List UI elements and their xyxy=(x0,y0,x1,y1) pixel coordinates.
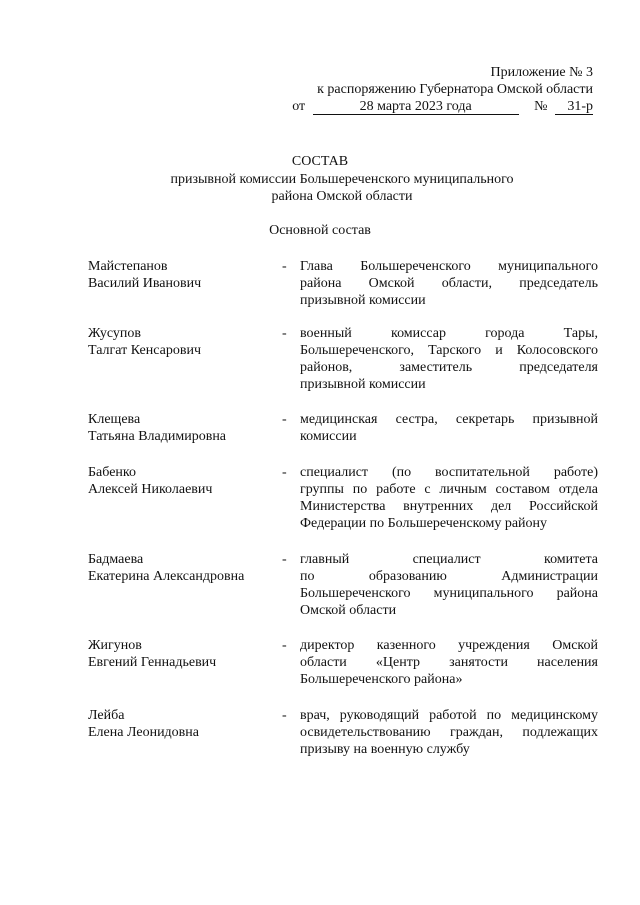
document-title: СОСТАВ xyxy=(291,154,349,169)
appendix-reference: к распоряжению Губернатора Омской области xyxy=(317,82,593,97)
member-role-line: врач, руководящий работой по медицинскому xyxy=(300,708,598,723)
member-surname: Жигунов xyxy=(88,638,142,653)
member-dash: - xyxy=(282,412,287,427)
member-role-line: директор казенного учреждения Омской xyxy=(300,638,598,653)
document-subtitle-line2: района Омской области xyxy=(271,189,413,204)
member-role-line: комиссии xyxy=(300,429,357,444)
member-given-names: Екатерина Александровна xyxy=(88,569,245,584)
member-role-line: районов, заместитель председателя xyxy=(300,360,598,375)
member-given-names: Талгат Кенсарович xyxy=(88,343,201,358)
member-role-line: района Омской области, председатель xyxy=(300,276,598,291)
member-role-line: Федерации по Большереченскому району xyxy=(300,516,548,531)
member-role-line: призыву на военную службу xyxy=(300,742,470,757)
number-label: № xyxy=(534,99,548,114)
member-name xyxy=(88,411,278,445)
member-role-line: Большереченского муниципального района xyxy=(300,586,598,601)
document-subtitle-line1: призывной комиссии Большереченского муниципального xyxy=(170,172,514,187)
member-name xyxy=(88,325,278,359)
member-dash: - xyxy=(282,638,287,653)
member-name xyxy=(88,707,278,741)
member-surname: Бадмаева xyxy=(88,552,144,567)
appendix-date-line xyxy=(292,98,593,115)
member-surname: Жусупов xyxy=(88,326,141,341)
member-role-line: призывной комиссии xyxy=(300,293,426,308)
member-role xyxy=(300,637,598,688)
member-role-line: Министерства внутренних дел Российской xyxy=(300,499,598,514)
member-role xyxy=(300,258,598,309)
member-surname: Клещева xyxy=(88,412,141,427)
section-heading: Основной состав xyxy=(269,223,371,238)
member-role-line: Большереченского района» xyxy=(300,672,463,687)
member-role-line: освидетельствованию граждан, подлежащих xyxy=(300,725,598,740)
member-dash: - xyxy=(282,259,287,274)
member-dash: - xyxy=(282,326,287,341)
member-name xyxy=(88,637,278,671)
member-role-line: главный специалист комитета xyxy=(300,552,598,567)
member-surname: Лейба xyxy=(88,708,125,723)
order-date: 28 марта 2023 года xyxy=(313,99,519,115)
member-role-line: Большереченского, Тарского и Колосовского xyxy=(300,343,598,358)
member-role-line: Омской области xyxy=(300,603,397,618)
member-dash: - xyxy=(282,708,287,723)
order-number: 31-р xyxy=(555,99,593,115)
member-dash: - xyxy=(282,552,287,567)
member-given-names: Елена Леонидовна xyxy=(88,725,199,740)
member-name xyxy=(88,551,278,585)
member-role xyxy=(300,707,598,758)
member-surname: Бабенко xyxy=(88,465,136,480)
member-surname: Майстепанов xyxy=(88,259,168,274)
member-given-names: Евгений Геннадьевич xyxy=(88,655,217,670)
member-role-line: по образованию Администрации xyxy=(300,569,598,584)
member-role-line: области «Центр занятости населения xyxy=(300,655,598,670)
member-role-line: Глава Большереченского муниципального xyxy=(300,259,598,274)
member-role-line: медицинская сестра, секретарь призывной xyxy=(300,412,598,427)
member-given-names: Василий Иванович xyxy=(88,276,202,291)
member-role-line: группы по работе с личным составом отдела xyxy=(300,482,598,497)
member-name xyxy=(88,258,278,292)
member-name xyxy=(88,464,278,498)
member-given-names: Алексей Николаевич xyxy=(88,482,213,497)
appendix-number: Приложение № 3 xyxy=(490,65,593,80)
from-label: от xyxy=(292,99,306,114)
member-role xyxy=(300,551,598,619)
member-role-line: призывной комиссии xyxy=(300,377,426,392)
member-role xyxy=(300,325,598,393)
member-role xyxy=(300,464,598,532)
member-given-names: Татьяна Владимировна xyxy=(88,429,227,444)
member-dash: - xyxy=(282,465,287,480)
member-role-line: военный комиссар города Тары, xyxy=(300,326,598,341)
member-role xyxy=(300,411,598,445)
member-role-line: специалист (по воспитательной работе) xyxy=(300,465,598,480)
